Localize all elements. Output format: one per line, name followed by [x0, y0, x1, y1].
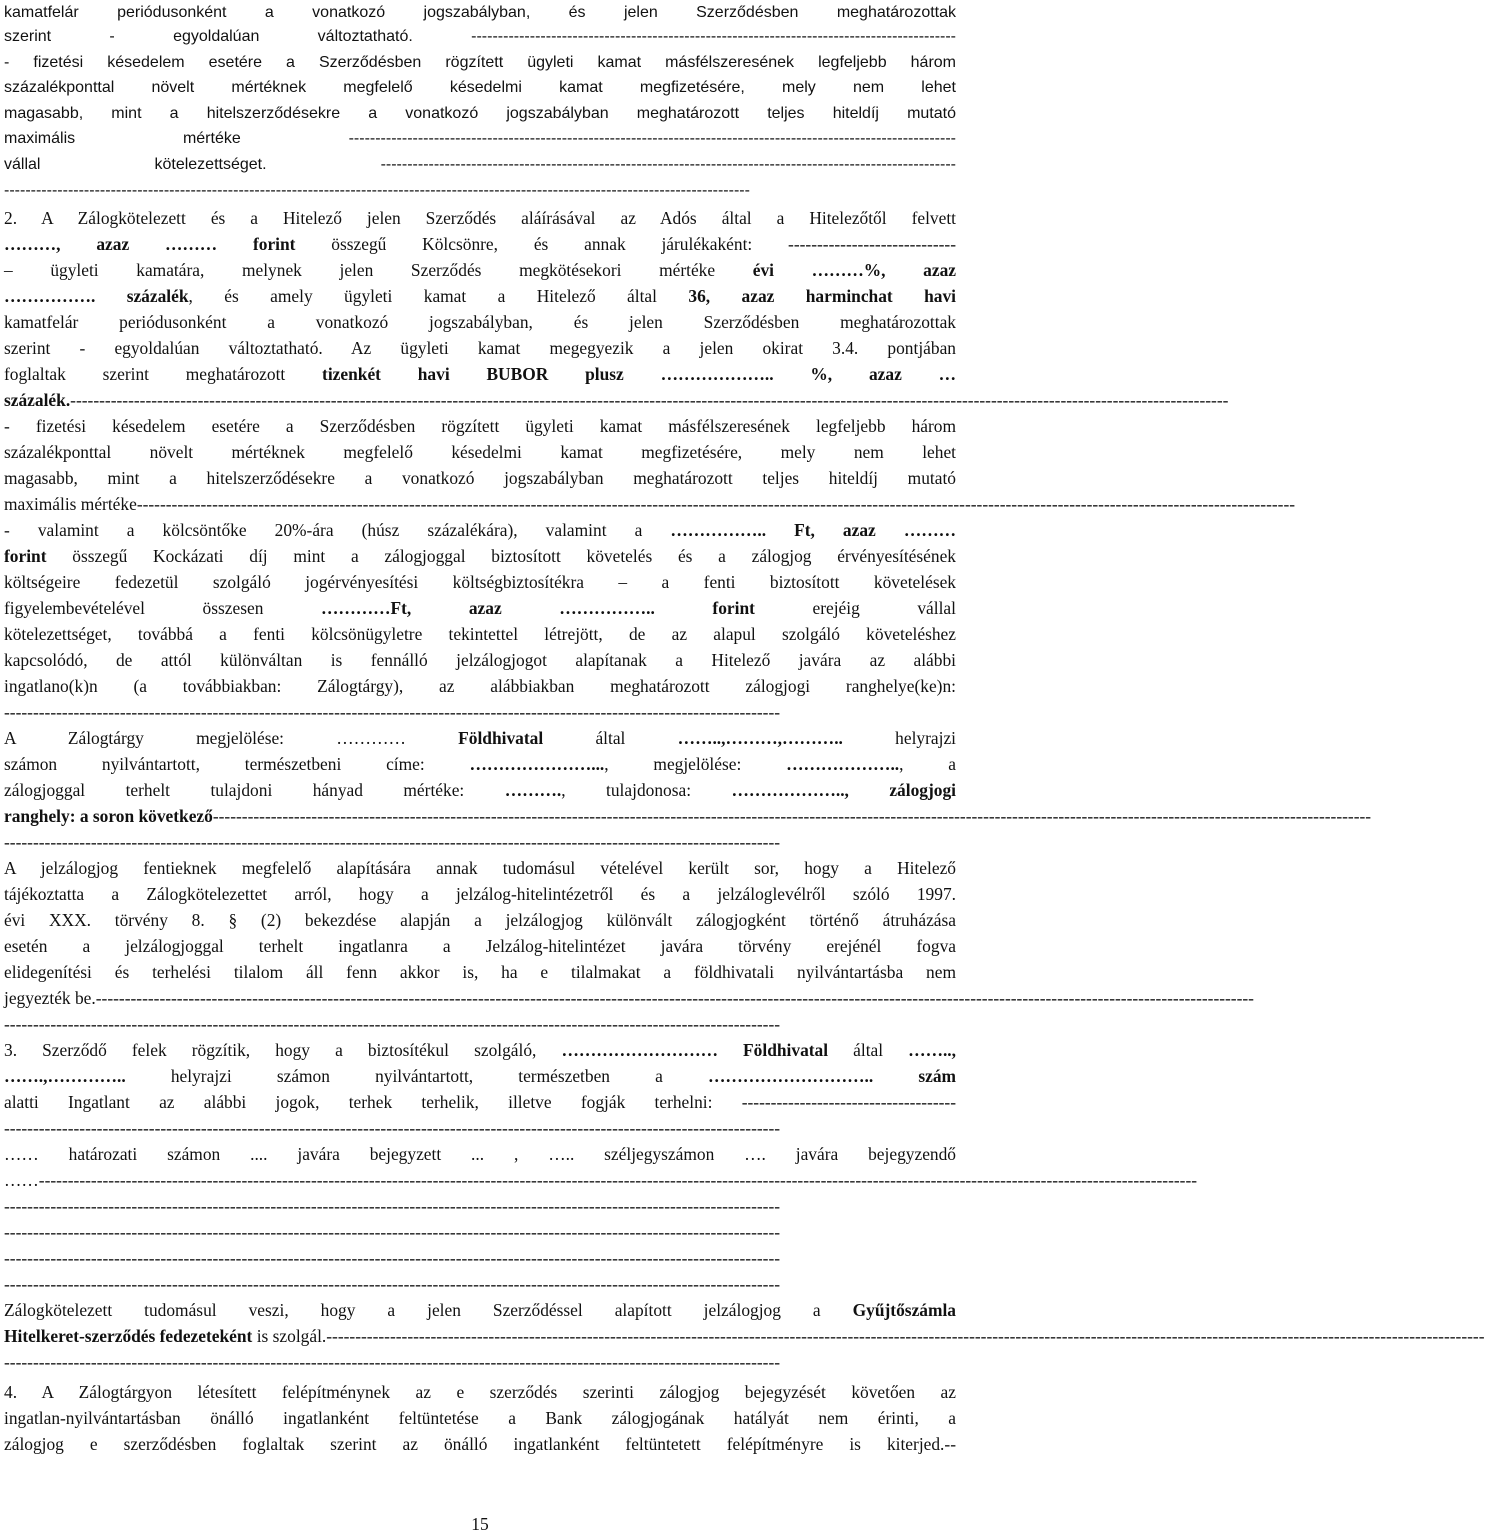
text-segment: zálogjog e szerződésben foglaltak szerint az önálló ingatlanként feltüntetett felépítményre is kiterjed.--	[4, 1434, 956, 1454]
text-segment: jegyezték be.	[4, 988, 96, 1008]
text-segment: --------------------------------------------------------------------------------------------------------------------------------------	[4, 1222, 781, 1242]
text-segment: tájékoztatta a Zálogkötelezettet arról, hogy a jelzálog-hitelintézetről és a jelzáloglevélről szóló 1997.	[4, 884, 956, 904]
text-segment: - valamint a kölcsöntőke 20%-ára (húsz százalékára), valamint a	[4, 520, 671, 540]
text-segment: szerint - egyoldalúan változtatható. Az ügyleti kamat megegyezik a jelen okirat 3.4. pontjában	[4, 338, 956, 358]
text-segment: , és amely ügyleti kamat a Hitelező által	[188, 286, 689, 306]
text-line	[4, 0, 956, 26]
text-segment: --------------------------------------------------------------------------------------------------------------------------------------	[4, 1274, 781, 1294]
text-segment: zálogjoggal terhelt tulajdoni hányad mértéke:	[4, 780, 505, 800]
bold-text: …………Ft, azaz …………….. forint	[320, 598, 755, 618]
dash-filler: --------------------------------------------------------------------------------------------------------------------------------------------------------------------------------------------------------	[326, 1326, 1485, 1346]
text-line	[4, 361, 956, 387]
text-line	[4, 178, 956, 204]
text-line	[4, 985, 1254, 1011]
text-segment: szerint - egyoldalúan változtatható. -------------------------------------------------------------------------------------------	[4, 28, 956, 45]
bold-text: százalék.	[4, 390, 71, 410]
text-segment: maximális mértéke ------------------------------------------------------------------------------------------------------------------	[4, 130, 956, 147]
text-line	[4, 1037, 956, 1063]
text-line	[4, 1245, 956, 1271]
dash-filler: --------------------------------------------------------------------------------------------------------------------------------------------------------------------------------------------------------	[212, 806, 1372, 826]
text-segment: kamatfelár periódusonként a vonatkozó jogszabályban, és jelen Szerződésben meghatározottak	[4, 4, 956, 21]
text-line	[4, 1431, 956, 1457]
text-segment: , a	[899, 754, 956, 774]
text-segment: - fizetési késedelem esetére a Szerződésben rögzített ügyleti kamat másfélszeresének legfeljebb három	[4, 416, 956, 436]
text-segment: által	[828, 1040, 909, 1060]
dash-filler: --------------------------------------------------------------------------------------------------------------------------------------------------------------------------------------------------------	[38, 1170, 1198, 1190]
text-segment: helyrajzi	[842, 728, 956, 748]
bold-text: ……..,	[908, 1040, 956, 1060]
text-line	[4, 387, 1229, 413]
text-segment: --------------------------------------------------------------------------------------------------------------------------------------	[4, 702, 781, 722]
text-segment: – ügyleti kamatára, melynek jelen Szerződés megkötésekori mértéke	[4, 260, 753, 280]
text-segment: figyelembevételével összesen	[4, 598, 321, 618]
text-segment: --------------------------------------------------------------------------------------------------------------------------------------	[4, 1118, 781, 1138]
text-line	[4, 75, 956, 101]
text-line	[4, 1089, 956, 1115]
text-line	[4, 933, 956, 959]
text-segment: ……	[4, 1170, 39, 1190]
text-segment: költségeire fedezetül szolgáló jogérvényesítési költségbiztosítékra – a fenti biztosított követelések	[4, 572, 956, 592]
text-segment: magasabb, mint a hitelszerződésekre a vonatkozó jogszabályban meghatározott teljes hiteldíj mutató	[4, 468, 956, 488]
text-line	[4, 439, 956, 465]
text-segment: kötelezettséget, továbbá a fenti kölcsönügyletre tekintettel létrejött, de az alapul szolgáló követeléshez	[4, 624, 956, 644]
text-line	[4, 1323, 1485, 1349]
text-line	[4, 1297, 956, 1323]
text-line	[4, 257, 956, 283]
text-segment: évi XXX. törvény 8. § (2) bekezdése alapján a jelzálogjog különvált zálogjogként történő átruházása	[4, 910, 956, 930]
text-segment: százalékponttal növelt mértéknek megfelelő késedelmi kamat megfizetésére, mely nem lehet	[4, 79, 956, 96]
text-line	[4, 1167, 1198, 1193]
text-line	[4, 959, 956, 985]
text-line	[4, 205, 956, 231]
text-segment: …… határozati számon .... javára bejegyzett ... , ….. széljegyszámon …. javára bejegyzendő	[4, 1144, 956, 1164]
text-line	[4, 231, 956, 257]
bold-text: ……………………….. szám	[707, 1066, 956, 1086]
text-segment: kamatfelár periódusonként a vonatkozó jogszabályban, és jelen Szerződésben meghatározottak	[4, 312, 956, 332]
text-segment: helyrajzi számon nyilvántartott, természetben a	[125, 1066, 708, 1086]
text-line	[4, 777, 956, 803]
text-segment: százalékponttal növelt mértéknek megfelelő késedelmi kamat megfizetésére, mely nem lehet	[4, 442, 956, 462]
text-segment: kapcsolódó, de attól különváltan is fennálló jelzálogjogot alapítanak a Hitelező javára az alábbi	[4, 650, 956, 670]
text-line	[4, 881, 956, 907]
text-line	[4, 1379, 956, 1405]
text-line	[4, 699, 956, 725]
text-segment: --------------------------------------------------------------------------------------------------------------------------------------	[4, 1248, 781, 1268]
text-segment: összegű Kockázati díj mint a zálogjoggal biztosított követelés és a zálogjog érvényesítésének	[46, 546, 956, 566]
text-line	[4, 1219, 956, 1245]
text-segment: maximális mértéke	[4, 494, 137, 514]
text-segment: , tulajdonosa:	[561, 780, 732, 800]
text-line	[4, 803, 1372, 829]
text-segment: számon nyilvántartott, természetbeni címe:	[4, 754, 470, 774]
text-line	[4, 725, 956, 751]
text-segment: 3. Szerződő felek rögzítik, hogy a biztosítékul szolgáló,	[4, 1040, 562, 1060]
text-line	[4, 569, 956, 595]
dash-filler: --------------------------------------------------------------------------------------------------------------------------------------------------------------------------------------------------------	[136, 494, 1296, 514]
text-segment: --------------------------------------------------------------------------------------------------------------------------------------	[4, 1352, 781, 1372]
text-line	[4, 126, 956, 152]
bold-text: ranghely: a soron következő	[4, 806, 213, 826]
bold-text: Földhivatal	[458, 728, 544, 748]
text-line	[4, 413, 956, 439]
dash-filler: --------------------------------------------------------------------------------------------------------------------------------------------------------------------------------------------------------	[95, 988, 1254, 1008]
text-line	[4, 491, 1296, 517]
text-line	[4, 50, 956, 76]
text-segment: A jelzálogjog fentieknek megfelelő alapítására annak tudomásul vételével került sor, hogy a Hitelező	[4, 858, 956, 878]
text-line	[4, 101, 956, 127]
text-line	[4, 621, 956, 647]
text-segment: ingatlan-nyilvántartásban önálló ingatlanként feltüntetése a Bank zálogjogának hatályát nem érinti, a	[4, 1408, 956, 1428]
text-segment: összegű Kölcsönre, és annak járulékaként: -----------------------------	[295, 234, 956, 254]
text-line	[4, 907, 956, 933]
text-line	[4, 1405, 956, 1431]
text-segment: --------------------------------------------------------------------------------------------------------------------------------------	[4, 1196, 781, 1216]
bold-text: ……………….., zálogjogi	[731, 780, 956, 800]
text-segment: --------------------------------------------------------------------------------------------------------------------------------------------	[4, 182, 750, 199]
bold-text: …………….. Ft, azaz ………	[670, 520, 956, 540]
text-segment: A Zálogtárgy megjelölése: …………	[4, 728, 459, 748]
page-number: 15	[471, 1514, 489, 1534]
bold-text: ……..,………,………..	[677, 728, 843, 748]
text-line	[4, 309, 956, 335]
bold-text: ………………..	[786, 754, 900, 774]
text-line	[4, 152, 956, 178]
text-segment: által	[543, 728, 678, 748]
text-line	[4, 543, 956, 569]
text-segment: esetén a jelzálogjoggal terhelt ingatlanra a Jelzálog-hitelintézet javára törvény erejénél fogva	[4, 936, 956, 956]
text-line	[4, 1271, 956, 1297]
bold-text: forint	[4, 546, 47, 566]
text-segment: --------------------------------------------------------------------------------------------------------------------------------------	[4, 832, 781, 852]
text-segment: --------------------------------------------------------------------------------------------------------------------------------------	[4, 1014, 781, 1034]
text-line	[4, 1141, 956, 1167]
text-line	[4, 647, 956, 673]
bold-text: Hitelkeret-szerződés fedezeteként	[4, 1326, 253, 1346]
text-segment: ingatlano(k)n (a továbbiakban: Zálogtárgy), az alábbiakban meghatározott zálogjogi ranghelye(ke)n:	[4, 676, 956, 696]
text-segment: alatti Ingatlant az alábbi jogok, terhek terhelik, illetve fogják terhelni: -------------------------------------	[4, 1092, 956, 1112]
text-line	[4, 1011, 956, 1037]
text-segment: is szolgál.	[252, 1326, 327, 1346]
text-line	[4, 465, 956, 491]
bold-text: Gyűjtőszámla	[852, 1300, 956, 1320]
text-line	[4, 283, 956, 309]
text-line	[4, 855, 956, 881]
text-line	[4, 1193, 956, 1219]
dash-filler: --------------------------------------------------------------------------------------------------------------------------------------------------------------------------------------------------------	[70, 390, 1229, 410]
bold-text: …….,…………..	[4, 1066, 126, 1086]
bold-text: ……………………… Földhivatal	[561, 1040, 829, 1060]
text-segment: erejéig vállal	[754, 598, 956, 618]
text-line	[4, 673, 956, 699]
text-segment: Zálogkötelezett tudomásul veszi, hogy a jelen Szerződéssel alapított jelzálogjog a	[4, 1300, 853, 1320]
bold-text: ………, azaz ……… forint	[4, 234, 296, 254]
text-line	[4, 595, 956, 621]
text-segment: - fizetési késedelem esetére a Szerződésben rögzített ügyleti kamat másfélszeresének legfeljebb három	[4, 54, 956, 71]
bold-text: tizenkét havi BUBOR plusz ……………….. %, azaz …	[322, 364, 956, 384]
text-line	[4, 1063, 956, 1089]
bold-text: ……….	[504, 780, 562, 800]
text-line	[4, 829, 956, 855]
text-segment: magasabb, mint a hitelszerződésekre a vonatkozó jogszabályban meghatározott teljes hiteldíj mutató	[4, 105, 956, 122]
bold-text: ……………. százalék	[4, 286, 189, 306]
bold-text: évi ………%, azaz	[752, 260, 956, 280]
bold-text: 36, azaz harminchat havi	[688, 286, 956, 306]
text-segment: elidegenítési és terhelési tilalom áll fenn akkor is, ha e tilalmakat a földhivatali nyilvántartásba nem	[4, 962, 956, 982]
text-line	[4, 1115, 956, 1141]
text-segment: 2. A Zálogkötelezett és a Hitelező jelen Szerződés aláírásával az Adós által a Hitelezőtől felvett	[4, 208, 956, 228]
text-line	[4, 517, 956, 543]
text-segment: , megjelölése:	[604, 754, 787, 774]
text-line	[4, 24, 956, 50]
text-line	[4, 335, 956, 361]
text-line	[4, 751, 956, 777]
text-segment: vállal kötelezettséget. ------------------------------------------------------------------------------------------------------------	[4, 156, 956, 173]
text-line	[4, 1349, 956, 1375]
text-segment: 4. A Zálogtárgyon létesített felépítménynek az e szerződés szerinti zálogjog bejegyzését követően az	[4, 1382, 956, 1402]
bold-text: …………………...	[469, 754, 605, 774]
text-segment: foglaltak szerint meghatározott	[4, 364, 323, 384]
